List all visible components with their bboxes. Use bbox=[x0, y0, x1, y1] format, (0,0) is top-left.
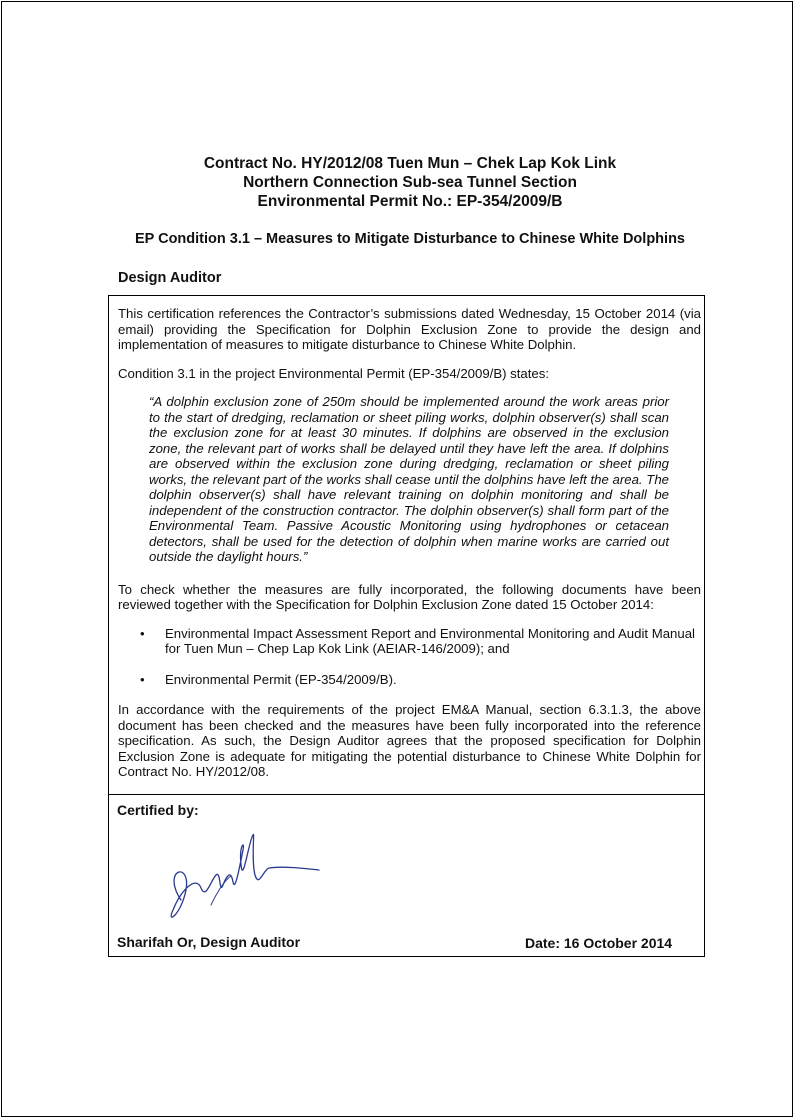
signer-name: Sharifah Or, Design Auditor bbox=[117, 934, 301, 950]
document-page bbox=[1, 1, 793, 1117]
certified-by-label: Certified by: bbox=[117, 802, 199, 818]
section-title-line: Northern Connection Sub-sea Tunnel Section bbox=[243, 174, 577, 191]
certification-box bbox=[108, 295, 705, 957]
bullet-icon: • bbox=[140, 625, 145, 641]
list-item bbox=[118, 626, 701, 657]
contract-title: Contract No. HY/2012/08 Tuen Mun – Chek Lap Kok Link bbox=[203, 155, 617, 172]
condition-title: EP Condition 3.1 – Measures to Mitigate Disturbance to Chinese White Dolphins bbox=[134, 231, 685, 247]
document-header bbox=[2, 154, 794, 211]
condition-paragraph: Condition 3.1 in the project Environmental Permit (EP-354/2009/B) states: bbox=[118, 365, 550, 381]
signature-date: Date: 16 October 2014 bbox=[525, 935, 673, 951]
intro-paragraph: This certification references the Contractor’s submissions dated Wednesday, 15 October 2014 (via email) providing the Specification for Dolphin Exclusion Zone to provide the design and implementation of measures to mitigate disturbance to Chinese White Dolphin. bbox=[118, 306, 701, 352]
conclusion-paragraph: In accordance with the requirements of the project EM&A Manual, section 6.3.1.3, the above document has been checked and the measures have been fully incorporated into the reference specification. As such, the Design Auditor agrees that the proposed specification for Dolphin Exclusion Zone is adequate for mitigating the potential disturbance to Chinese White Dolphin for Contract No. HY/2012/08. bbox=[118, 702, 701, 779]
list-item-text: Environmental Permit (EP-354/2009/B). bbox=[165, 671, 397, 687]
design-auditor-heading: Design Auditor bbox=[118, 270, 222, 286]
bullet-icon: • bbox=[140, 671, 145, 687]
documents-list bbox=[118, 626, 701, 688]
permit-number: Environmental Permit No.: EP-354/2009/B bbox=[257, 193, 563, 210]
certification-content bbox=[118, 306, 701, 793]
condition-quote: “A dolphin exclusion zone of 250m should be implemented around the work areas prior to the start of dredging, reclamation or sheet piling works, dolphin observer(s) shall scan the exclusion zone for at least 30 minutes. If dolphins are observed in the exclusion zone, the relevant part of works shall be delayed until they have left the area. If dolphins are observed within the exclusion zone during dredging, reclamation or sheet piling works, the relevant part of the works shall cease until the dolphins have left the area. The dolphin observer(s) shall have relevant training on dolphin monitoring and shall be independent of the construction contractor. The dolphin observer(s) shall form part of the Environmental Team. Passive Acoustic Monitoring using hydrophones or cetacean detectors, shall be used for the detection of dolphin when marine works are carried out outside the daylight hours.” bbox=[149, 394, 669, 564]
list-item-text: Environmental Impact Assessment Report and Environmental Monitoring and Audit Manual for Tuen Mun – Chep Lap Kok Link (AEIAR-146/2009); and bbox=[165, 625, 695, 656]
certification-divider bbox=[109, 794, 704, 795]
review-paragraph: To check whether the measures are fully incorporated, the following documents have been reviewed together with the Specification for Dolphin Exclusion Zone dated 15 October 2014: bbox=[118, 581, 701, 612]
list-item bbox=[118, 672, 701, 688]
signature-icon bbox=[151, 830, 321, 930]
